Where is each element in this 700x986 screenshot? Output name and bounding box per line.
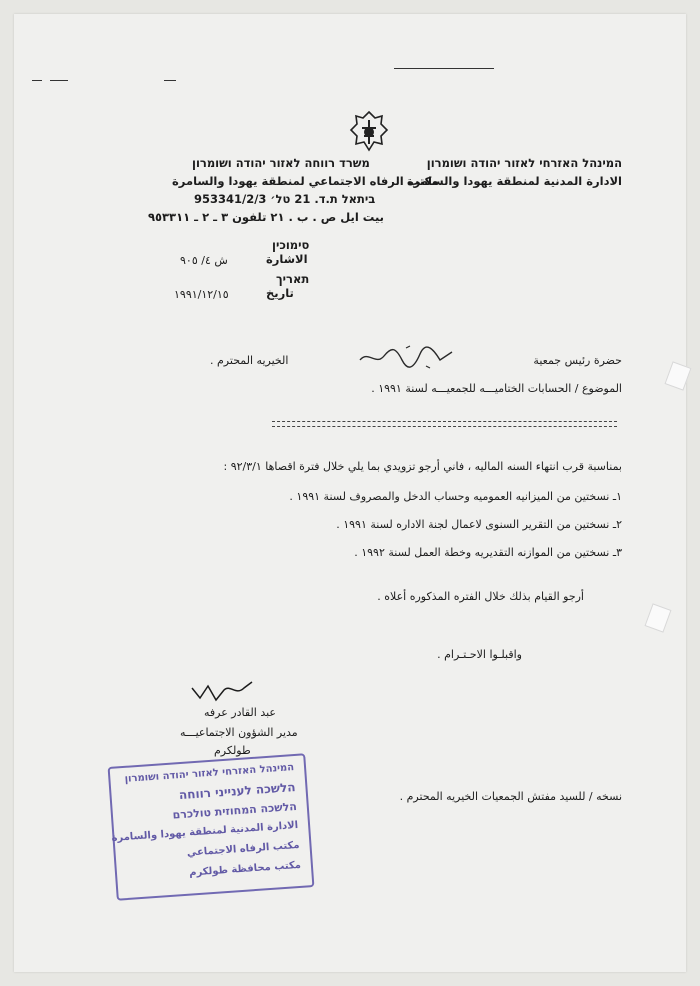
handwritten-name <box>356 342 456 372</box>
header-left-address: ביתאל ת.ד. 21 טל׳ 953341/2/3 <box>194 192 376 206</box>
header-left-address-arabic: بيت ايل ص . ب . ٢١ تلفون ٣ ـ ٢ ـ ٩٥٣٣١١ <box>148 210 384 224</box>
stamp-line: مكتب محافظة طولكرم <box>188 859 302 879</box>
emblem-icon <box>348 110 390 154</box>
stamp-line: הלשכה המחוזית טולכרם <box>172 799 298 822</box>
list-item: ١ـ نسختين من الميزانيه العموميه وحساب الدخل والمصروف لسنة ١٩٩١ . <box>289 490 622 503</box>
date-label-arabic: تاريخ <box>266 286 294 300</box>
reference-label-arabic: الاشارة <box>266 252 308 266</box>
subject-line: الموضوع / الحسابات الختاميـــه للجمعيـــه لسنة ١٩٩١ . <box>371 382 622 395</box>
top-mark <box>164 80 176 81</box>
copy-line: نسخه / للسيد مفتش الجمعيات الخيريه المحترم . <box>399 790 622 803</box>
stamp-line: המינהל האזרחי לאזור יהודה ושומרון <box>124 762 295 785</box>
reference-label-hebrew: סימוכין <box>272 238 310 252</box>
header-right-hebrew: המינהל האזרחי לאזור יהודה ושומרון <box>426 156 622 170</box>
signatory-name: عبد القادر عرفه <box>204 706 276 719</box>
punch-hole <box>664 361 691 390</box>
top-mark <box>50 80 68 81</box>
top-mark <box>32 80 42 81</box>
list-item: ٣ـ نسختين من الموازنه التقديريه وخطة العمل لسنة ١٩٩٢ . <box>354 546 622 559</box>
official-stamp <box>108 753 315 900</box>
top-mark <box>394 68 494 69</box>
date-label-hebrew: תאריך <box>276 272 310 286</box>
closing-line: واقبلـوا الاحـتـرام . <box>437 648 522 661</box>
header-left-arabic: مكتب الرفاه الاجتماعي لمنطقة يهودا والسامرة <box>172 174 439 188</box>
date-value: ١٩٩١/١٢/١٥ <box>174 288 229 301</box>
request-line: أرجو القيام بذلك خلال الفتره المذكوره أعلاه . <box>377 590 584 603</box>
signatory-title: مدير الشؤون الاجتماعيـــه <box>180 726 298 739</box>
document-sheet <box>14 14 686 972</box>
salutation-prefix: حضرة رئيس جمعية <box>533 354 622 367</box>
reference-value: ش ٤/ ٩٠٥ <box>180 254 228 267</box>
header-right-arabic: الادارة المدنية لمنطقة يهودا والسامرة <box>406 174 622 188</box>
stamp-line: الادارة المدنية لمنطقة يهودا والسامرة <box>111 819 299 844</box>
separator-line <box>272 426 617 427</box>
punch-hole <box>644 603 671 632</box>
separator-line <box>272 421 617 422</box>
stamp-line: הלשכה לענייני רווחה <box>178 780 296 803</box>
intro-paragraph: بمناسبة قرب انتهاء السنه الماليه ، فاني أرجو تزويدي بما يلي خلال فترة اقصاها ٩٢/٣/١ : <box>223 460 622 473</box>
signatory-place: طولكرم <box>214 744 251 757</box>
stamp-line: مكتب الرفاه الاجتماعي <box>186 839 300 859</box>
header-left-hebrew: משרד רווחה לאזור יהודה ושומרון <box>192 156 370 170</box>
list-item: ٢ـ نسختين من التقرير السنوى لاعمال لجنة الاداره لسنة ١٩٩١ . <box>336 518 622 531</box>
salutation-suffix: الخيريه المحترم . <box>210 354 289 367</box>
